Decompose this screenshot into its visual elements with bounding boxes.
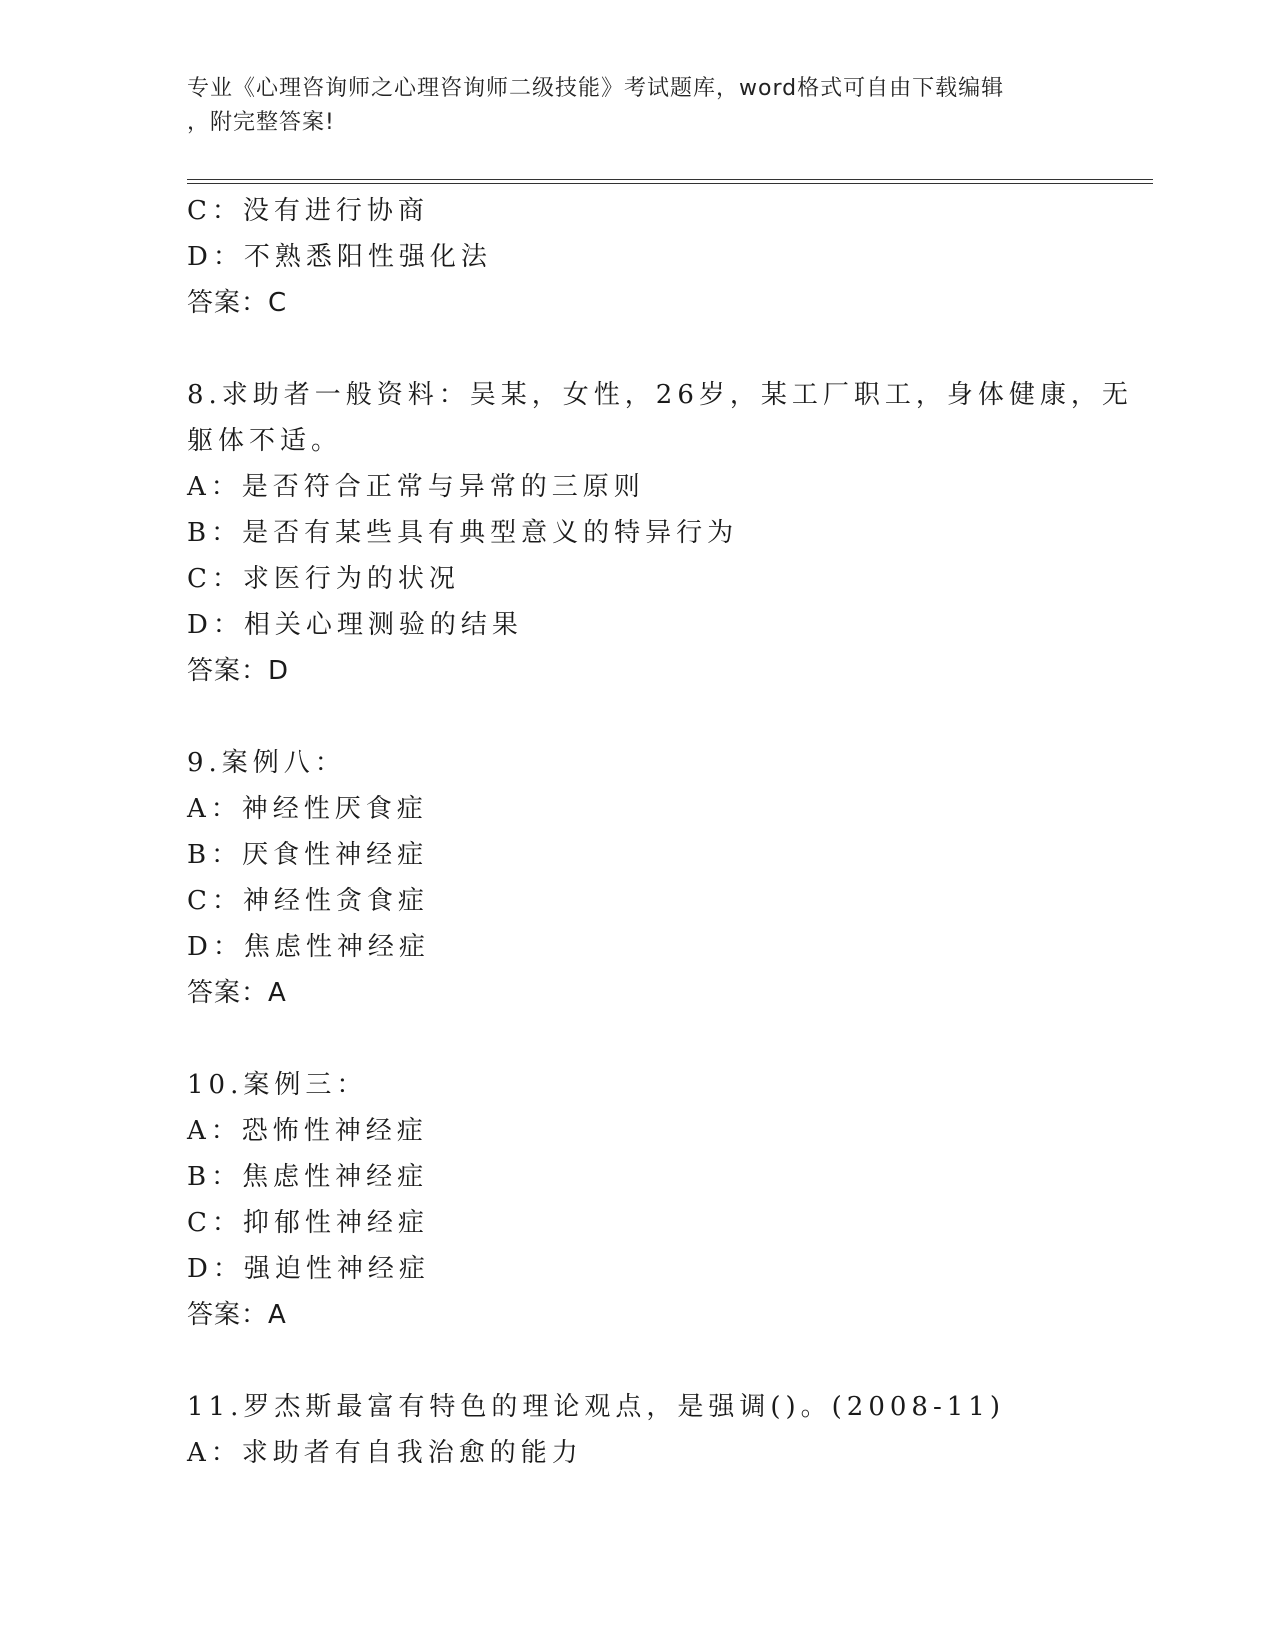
header-title-continuation: ，附完整答案!	[187, 110, 335, 135]
answer-line: 答案：A	[187, 1300, 287, 1330]
question-list	[187, 188, 1147, 1476]
answer-line: 答案：C	[187, 288, 288, 318]
option-a: A：求助者有自我治愈的能力	[187, 1438, 583, 1468]
option-c: C：求医行为的状况	[187, 564, 460, 594]
spacer	[187, 326, 1147, 372]
option-d: D：强迫性神经症	[187, 1254, 430, 1284]
question-7-tail	[187, 188, 1147, 326]
answer-line: 答案：A	[187, 978, 287, 1008]
question-9	[187, 740, 1147, 1016]
option-b: B：厌食性神经症	[187, 840, 429, 870]
question-stem: 8.求助者一般资料：吴某，女性，26岁，某工厂职工，身体健康，无	[187, 380, 1133, 410]
option-b: B：是否有某些具有典型意义的特异行为	[187, 518, 739, 548]
option-c: C：神经性贪食症	[187, 886, 429, 916]
option-c: C：没有进行协商	[187, 196, 429, 226]
header-divider-top	[187, 179, 1153, 180]
option-d: D：不熟悉阳性强化法	[187, 242, 492, 272]
option-a: A：恐怖性神经症	[187, 1116, 428, 1146]
question-11	[187, 1384, 1147, 1476]
spacer	[187, 1016, 1147, 1062]
question-stem: 10.案例三：	[187, 1070, 368, 1100]
header-divider-bottom	[187, 183, 1153, 184]
option-b: B：焦虑性神经症	[187, 1162, 429, 1192]
option-c: C：抑郁性神经症	[187, 1208, 429, 1238]
option-a: A：神经性厌食症	[187, 794, 428, 824]
question-stem: 11.罗杰斯最富有特色的理论观点，是强调()。(2008-11)	[187, 1392, 1005, 1422]
header-title-line: 专业《心理咨询师之心理咨询师二级技能》考试题库，word格式可自由下载编辑	[187, 76, 1005, 101]
answer-line: 答案：D	[187, 656, 290, 686]
spacer	[187, 1338, 1147, 1384]
question-stem: 9.案例八：	[187, 748, 346, 778]
question-8	[187, 372, 1147, 694]
question-stem-continuation: 躯体不适。	[187, 426, 343, 456]
option-d: D：相关心理测验的结果	[187, 610, 523, 640]
option-d: D：焦虑性神经症	[187, 932, 430, 962]
document-header	[187, 72, 1087, 140]
option-a: A：是否符合正常与异常的三原则	[187, 472, 645, 502]
question-10	[187, 1062, 1147, 1338]
spacer	[187, 694, 1147, 740]
